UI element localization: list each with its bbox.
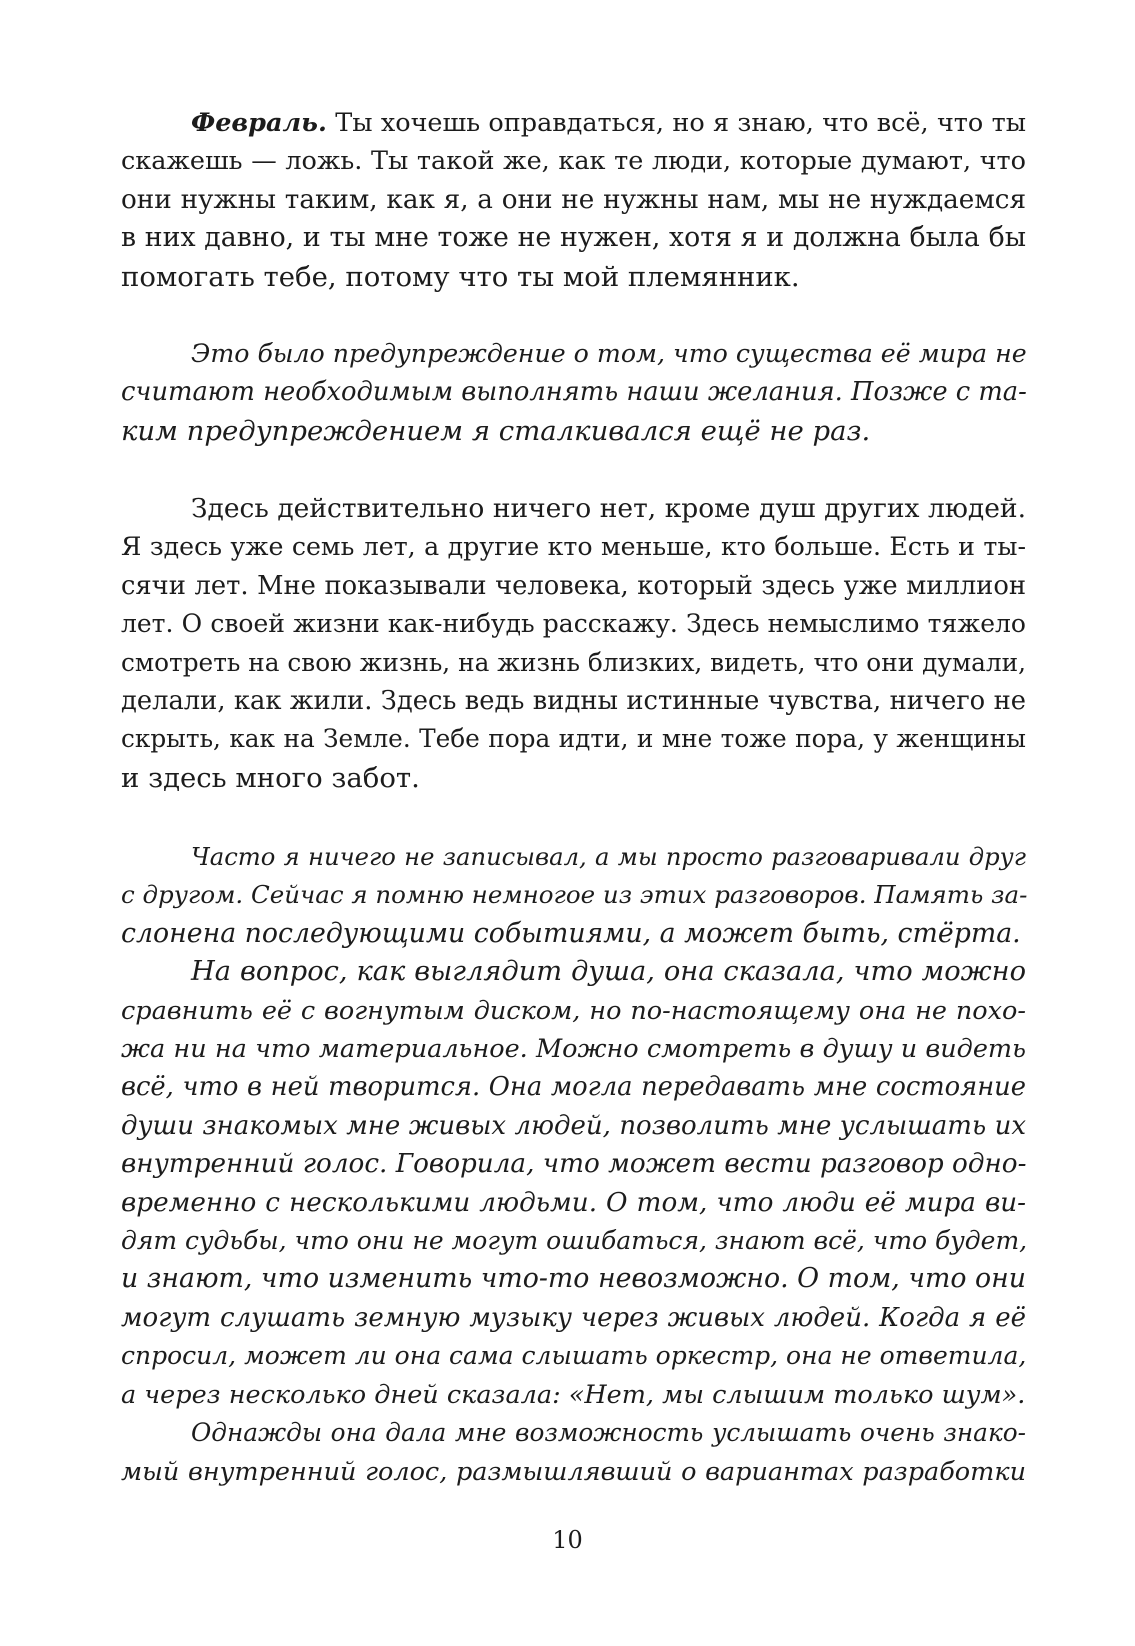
- text-line: они нужны таким, как я, а они не нужны нам, мы не нуждаемся: [121, 184, 1026, 215]
- text-line: Часто я ничего не записывал, а мы просто разговаривали друг: [191, 842, 1026, 871]
- text-line: жа ни на что материальное. Можно смотреть в душу и видеть: [121, 1034, 1026, 1065]
- text-line: скрыть, как на Земле. Тебе пора идти, и мне тоже пора, у женщины: [121, 724, 1026, 754]
- text-line: дят судьбы, что они не могут ошибаться, знают всё, что будет,: [121, 1226, 1028, 1256]
- text-line: [121, 104, 1026, 142]
- text-line: помогать тебе, потому что ты мой племянник.: [121, 260, 800, 293]
- text-span: Ты хочешь оправдаться, но я знаю, что всё, что ты: [326, 108, 1026, 138]
- text-line: могут слушать земную музыку через живых людей. Когда я её: [121, 1302, 1026, 1333]
- text-line: Я здесь уже семь лет, а другие кто меньше, кто больше. Есть и ты-: [121, 532, 1026, 562]
- speaker-name: Февраль.: [191, 108, 327, 138]
- text-line: ким предупреждением я сталкивался ещё не раз.: [121, 414, 871, 447]
- paragraph-3: [121, 490, 1026, 797]
- text-line: слонена последующими событиями, а может быть, стёрта.: [121, 917, 1021, 949]
- text-line: внутренний голос. Говорила, что может вести разговор одно-: [121, 1149, 1027, 1180]
- text-line: всё, что в ней творится. Она могла передавать мне состояние: [121, 1072, 1026, 1103]
- text-line: лет. О своей жизни как-нибудь расскажу. Здесь немыслимо тяжело: [121, 609, 1026, 639]
- paragraph-4: [121, 838, 1026, 1491]
- paragraph-2: [121, 335, 1026, 450]
- text-line: временно с несколькими людьми. О том, что люди её мира ви-: [121, 1187, 1026, 1218]
- text-line: и здесь много забот.: [121, 761, 420, 794]
- text-line: с другом. Сейчас я помню немногое из этих разговоров. Память за-: [121, 880, 1028, 910]
- text-line: Здесь действительно ничего нет, кроме душ других людей.: [191, 493, 1026, 524]
- text-line: делали, как жили. Здесь ведь видны истинные чувства, ничего не: [121, 686, 1026, 717]
- text-line: в них давно, и ты мне тоже не нужен, хотя я и должна была бы: [121, 222, 1026, 254]
- text-line: спросил, может ли она сама слышать оркестр, она не ответила,: [121, 1341, 1027, 1371]
- paragraph-1: [121, 104, 1026, 296]
- text-line: смотреть на свою жизнь, на жизнь близких, видеть, что они думали,: [121, 647, 1026, 677]
- text-line: а через несколько дней сказала: «Нет, мы слышим только шум».: [121, 1379, 1026, 1410]
- text-line: Это было предупреждение о том, что существа её мира не: [191, 339, 1027, 368]
- text-line: сячи лет. Мне показывали человека, который здесь уже миллион: [121, 570, 1026, 601]
- text-line: мый внутренний голос, размышлявший о вариантах разработки: [121, 1456, 1026, 1487]
- text-line: сравнить её с вогнутым диском, но по-настоящему она не похо-: [121, 995, 1026, 1026]
- text-line: скажешь — ложь. Ты такой же, как те люди, которые думают, что: [121, 146, 1026, 177]
- text-line: считают необходимым выполнять наши желания. Позже с та-: [121, 377, 1027, 408]
- text-line: души знакомых мне живых людей, позволить мне услышать их: [121, 1110, 1026, 1141]
- page-number: 10: [552, 1526, 583, 1554]
- text-line: и знают, что изменить что-то невозможно. О том, что они: [121, 1263, 1026, 1295]
- text-line: Однажды она дала мне возможность услышать очень знако-: [191, 1418, 1026, 1448]
- text-line: На вопрос, как выглядит душа, она сказала, что можно: [191, 956, 1026, 988]
